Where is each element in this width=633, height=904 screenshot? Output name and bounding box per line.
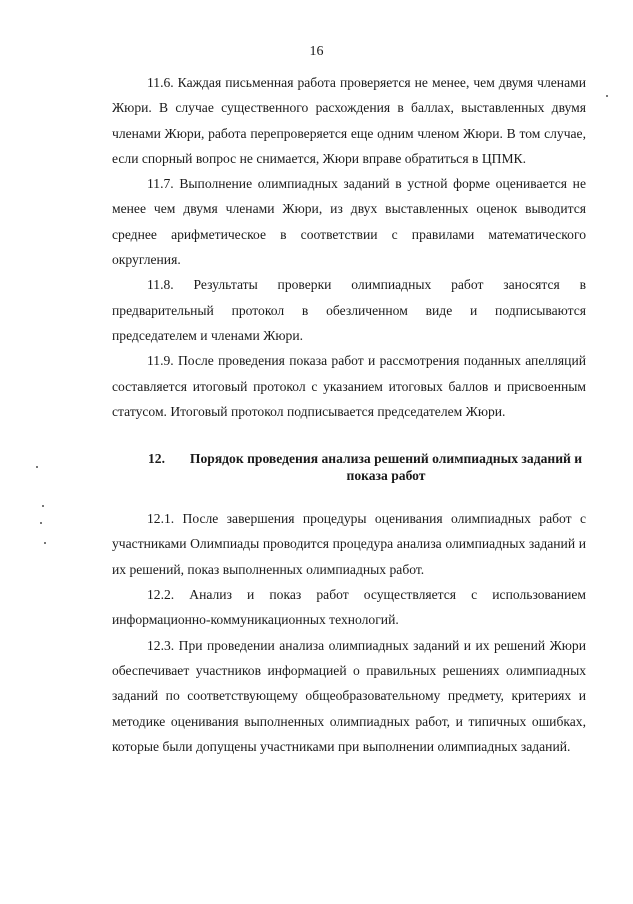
paragraph-11-9: 11.9. После проведения показа работ и рассмотрения поданных апелляций составляется итоговый протокол с указанием итоговых баллов и присвоенным статусом. Итоговый протокол подписывается председателем Жюри. xyxy=(112,353,586,419)
paragraph-12-3: 12.3. При проведении анализа олимпиадных заданий и их решений Жюри обеспечивает участников информацией о правильных решениях олимпиадных заданий по соответствующему общеобразовательному предмету, критериях и методике оценивания выполненных олимпиадных работ, и типичных ошибках, которые были допущены участниками при выполнении олимпиадных заданий. xyxy=(112,637,586,754)
section-number: 12. xyxy=(148,451,165,467)
section-title: Порядок проведения анализа решений олимпиадных заданий и показа работ xyxy=(189,451,583,484)
scan-speck xyxy=(36,466,38,468)
document-body xyxy=(112,70,586,759)
scan-speck xyxy=(606,95,608,97)
paragraph-11-7: 11.7. Выполнение олимпиадных заданий в устной форме оценивается не менее чем двумя членами Жюри, из двух выставленных оценок выводится среднее арифметическое в соответствии с правилами математического округления. xyxy=(112,176,586,268)
scan-speck xyxy=(44,542,46,544)
paragraph-11-6: 11.6. Каждая письменная работа проверяется не менее, чем двумя членами Жюри. В случае существенного расхождения в баллах, выставленных двумя членами Жюри, работа перепроверяется еще одним членом Жюри. В том случае, если спорный вопрос не снимается, Жюри вправе обратиться в ЦПМК. xyxy=(112,75,586,166)
paragraph-12-1: 12.1. После завершения процедуры оценивания олимпиадных работ с участниками Олимпиады проводится процедура анализа олимпиадных заданий и их решений, показ выполненных олимпиадных работ. xyxy=(112,511,586,577)
scan-speck xyxy=(40,522,42,524)
scan-speck xyxy=(42,505,44,507)
section-heading xyxy=(112,450,586,484)
page-number: 16 xyxy=(309,44,324,59)
paragraph-11-8: 11.8. Результаты проверки олимпиадных работ заносятся в предварительный протокол в обезличенном виде и подписываются председателем и членами Жюри. xyxy=(112,277,586,343)
paragraph-12-2: 12.2. Анализ и показ работ осуществляется с использованием информационно-коммуникационных технологий. xyxy=(112,587,586,628)
